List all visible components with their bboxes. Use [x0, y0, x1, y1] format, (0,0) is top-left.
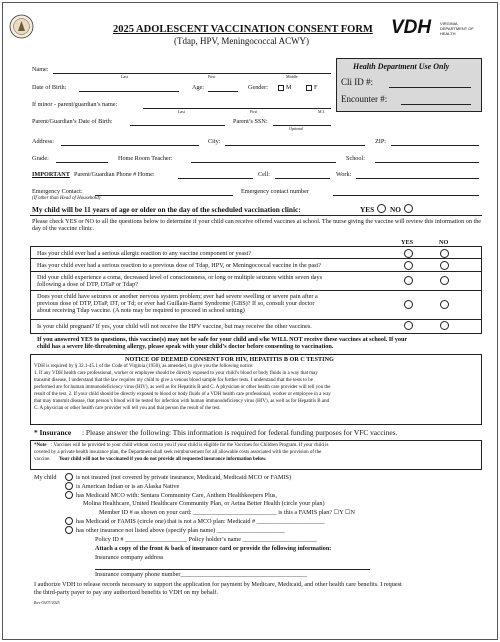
address-label: Address: — [32, 138, 54, 145]
medicaid-mco-radio[interactable] — [65, 491, 73, 499]
q3-no-radio[interactable] — [440, 276, 449, 285]
q4-no-radio[interactable] — [440, 300, 449, 309]
emergency-contact-label: Emergency Contact: — [32, 188, 83, 195]
q2-no-radio[interactable] — [440, 261, 449, 270]
q-divider — [30, 319, 482, 320]
age-yes-radio[interactable] — [377, 204, 386, 213]
authorization-line-2: the third-party payer to pay any authorized benefits to VDH on my behalf. — [34, 589, 218, 596]
address-field[interactable] — [61, 145, 199, 146]
ssn-optional-caption: Optional — [289, 126, 304, 131]
question-5: Is your child pregnant? If yes, your child will not receive the HPV vaccine, but may receive the other vaccines. — [37, 323, 312, 330]
col-no-header: NO — [439, 239, 449, 246]
question-4-line-2: previous dose of DTP, DTaP, DT, or Td; or ever had Guillain-Barré Syndrome (GBS)? If so, consult your doctor — [37, 300, 315, 307]
notice-line: C. A physician or other health care provider will tell you and that person the result of the test. — [34, 406, 221, 411]
homeroom-label: Home Room Teacher: — [118, 155, 173, 162]
q-divider — [30, 258, 482, 259]
insurance-note-warning: Your child will not be vaccinated if you do not provide all requested insurance information below. — [59, 457, 267, 462]
cell-phone-field[interactable] — [275, 178, 330, 179]
attach-card-instructions: Attach a copy of the front & back of insurance card or provide the following information: — [95, 545, 332, 552]
age-yes-label: YES — [360, 205, 375, 214]
health-dept-heading: Health Department Use Only — [353, 62, 450, 71]
option-medicaid-mco: has Medicaid MCO with: Sentara Community Care, Anthem Healthkeepers Plus, — [76, 492, 277, 499]
insurance-instructions: : Please answer the following: This information is required for federal funding purposes for VFC vaccines. — [82, 428, 398, 437]
grade-field[interactable] — [56, 162, 108, 163]
zip-label: ZIP: — [375, 138, 387, 145]
age-no-label: NO — [390, 205, 401, 214]
age-label: Age: — [192, 84, 205, 91]
notice-line: 1. If any VDH health care professional, worker or employee should be directly exposed to your child’s blood or body fluids in a way that may — [34, 371, 318, 376]
age-no-radio[interactable] — [404, 204, 413, 213]
q2-yes-radio[interactable] — [404, 261, 413, 270]
question-3-line-1: Did your child experience a coma, decreased level of consciousness, or long or multiple seizures within seven days — [37, 274, 323, 281]
health-dept-box — [336, 58, 482, 112]
divider — [30, 215, 482, 216]
notice-line: result of the test. 2. If your child should be directly exposed to blood or body fluids of a VDH health care professional, worker or employee in a way — [34, 392, 331, 397]
dob-field[interactable] — [79, 91, 179, 92]
questions-intro: Please check YES or NO to all the questions below to determine if your child can receive offered vaccines at school. The nurse giving the vaccine will review this information on the day of the vaccine clinic. — [32, 218, 482, 232]
american-indian-radio[interactable] — [65, 482, 73, 490]
encounter-label: Encounter #: — [341, 94, 388, 104]
guardian-mi-caption: M.I. — [318, 109, 325, 114]
home-phone-field[interactable] — [178, 178, 253, 179]
form-title: 2025 ADOLESCENT VACCINATION CONSENT FORM — [113, 24, 373, 35]
virginia-seal-icon — [9, 14, 34, 39]
option-medicaid-famis: has Medicaid or FAMIS (circle one) that is not a MCO plan: Medicaid # ______________________ — [76, 518, 325, 525]
city-field[interactable] — [225, 145, 365, 146]
guardian-dob-field[interactable] — [130, 125, 225, 126]
consent-form-page — [2, 2, 498, 640]
guardian-dob-label: Parent/Guardian’s Date of Birth: — [32, 118, 113, 125]
gender-m-checkbox[interactable] — [278, 85, 284, 91]
q-divider — [30, 290, 482, 291]
insurance-note-line: vaccine. — [34, 457, 51, 462]
cell-label: Cell: — [258, 171, 271, 178]
notice-line: VDH is required by § 32.1-45.1 of the Code of Virginia (1950), as amended, to give you the following notice: — [34, 364, 254, 369]
important-label: IMPORTANT — [32, 171, 70, 178]
policy-id-line: Policy ID # ____________________ Policy holder’s name ________________________ — [95, 536, 317, 543]
other-insurance-radio[interactable] — [65, 526, 73, 534]
q4-yes-radio[interactable] — [404, 300, 413, 309]
company-address-field[interactable] — [95, 569, 370, 570]
authorization-line-1: I authorize VDH to release records necessary to support the application for payment by Medicare, Medicaid, and other health care benefits. I request — [34, 581, 402, 588]
questions-warning-line-1: If you answered YES to questions, this vaccine(s) may not be safe for your child and s/he WILL NOT receive these vaccines at school. If your — [37, 336, 408, 343]
gender-f-label: F — [314, 84, 318, 91]
name-first-caption: First — [208, 74, 216, 79]
age-field[interactable] — [208, 91, 238, 92]
emergency-number-label: Emergency contact number — [241, 188, 309, 195]
notice-line: transmit disease, I understand that the law requires my child to give a venous blood sample for further tests. I understand that the tests to be — [34, 378, 313, 383]
zip-field[interactable] — [391, 145, 479, 146]
company-phone-line: Insurance company phone number_________________________________________ — [95, 571, 308, 578]
vdh-logo-subtitle: VIRGINIA DEPARTMENT OF HEALTH — [440, 21, 474, 36]
col-yes-header: YES — [401, 239, 414, 246]
q1-yes-radio[interactable] — [404, 249, 413, 258]
insurance-note-line: covered by a private health insurance plan, the Department shall seek reimbursement for all allowable costs associated with the provision of the — [34, 450, 322, 455]
encounter-field[interactable] — [401, 104, 471, 105]
question-4-line-1: Does your child have seizures or another nervous system problem; ever had severe swelling or severe pain after a — [37, 293, 318, 300]
question-1: Has your child ever had a serious allergic reaction to any vaccine component or yeast? — [37, 250, 251, 257]
gender-label: Gender: — [248, 84, 268, 91]
questions-warning-line-2: child has a severe life-threatening allergy, please speak with your child’s doctor before consenting to vaccination. — [37, 343, 334, 350]
question-2: Has your child ever had a serious reaction to a previous dose of Tdap, HPV, or Meningococcal vaccine in the past? — [37, 262, 321, 269]
age-eligibility-question: My child will be 11 years of age or older on the day of the scheduled vaccination clinic: — [32, 205, 301, 214]
not-insured-radio[interactable] — [65, 473, 73, 481]
ssn-label: Parent’s SSN: — [233, 118, 268, 125]
vdh-logo: VDH — [391, 17, 432, 38]
company-address-label: Insurance company address — [95, 554, 164, 561]
guardian-name-field[interactable] — [143, 108, 331, 109]
school-field[interactable] — [375, 162, 479, 163]
city-label: City: — [208, 138, 221, 145]
notice-line: that may transmit disease, that person’s blood will be tested for infection with human immunodeficiency virus (HIV), as well as for Hepatitis B and — [34, 399, 330, 404]
option-medicaid-mco-plans: Molina Healthcare, United Healthcare Community Plan, or Aetna Better Health (circle your plan) — [83, 500, 325, 507]
guardian-phone-label: Parent/Guardian Phone # Home: — [74, 171, 155, 178]
guardian-last-caption: Last — [178, 109, 185, 114]
form-subtitle: (Tdap, HPV, Meningococcal ACWY) — [174, 36, 310, 46]
insurance-note-line: : Vaccines will be provided to your child without cost to you if your child is eligible for the Vaccines for Children Program. If your child is — [51, 443, 329, 448]
cli-id-label: Cli ID #: — [341, 77, 374, 87]
question-4-line-3: about receiving Tdap vaccine. (A note may be required to proceed in school setting) — [37, 307, 245, 314]
notice-heading: NOTICE OF DEEMED CONSENT FOR HIV, HEPATITIS B OR C TESTING — [125, 356, 334, 363]
minor-guardian-label: If minor - parent/guardian’s name: — [32, 101, 118, 108]
name-last-caption: Last — [121, 74, 128, 79]
q5-no-radio[interactable] — [440, 321, 449, 330]
notice-line: performed are for human immunodeficiency virus (HIV), as well as for Hepatitis B and C. A physician or other health care provider will tell you the — [34, 385, 331, 390]
work-label: Work: — [336, 171, 352, 178]
q1-no-radio[interactable] — [440, 249, 449, 258]
gender-m-label: M — [286, 84, 292, 91]
school-label: School: — [346, 155, 365, 162]
work-phone-field[interactable] — [356, 178, 479, 179]
question-3-line-2: following a dose of DTP, DTaP or Tdap? — [37, 281, 138, 288]
insurance-note-label: *Note — [34, 443, 47, 448]
name-middle-caption: Middle — [286, 74, 298, 79]
member-id-line: Member ID # as shown on your card: ___________________________ is this a FAMIS plan? ☐Y ☐N — [99, 509, 355, 516]
option-other-insurance: has other insurance not listed above (specify plan name) ______________________ — [76, 527, 285, 534]
dob-label: Date of Birth: — [32, 84, 67, 91]
cli-id-field[interactable] — [389, 87, 471, 88]
insurance-label: * Insurance — [34, 428, 72, 437]
emergency-contact-note: (If other than Head of Household) — [32, 196, 101, 201]
option-american-indian: is American Indian or is an Alaska Native — [76, 483, 180, 490]
medicaid-famis-radio[interactable] — [65, 517, 73, 525]
emergency-number-field[interactable] — [333, 195, 479, 196]
revision-date: Rev 03/07/2025 — [34, 600, 60, 605]
option-not-insured: is not insured (not covered by private insurance, Medicaid, Medicaid MCO or FAMIS) — [76, 474, 292, 481]
name-label: Name: — [32, 66, 49, 73]
guardian-first-caption: First — [250, 109, 258, 114]
q-divider — [30, 271, 482, 272]
my-child-label: My child — [34, 474, 57, 481]
gender-f-checkbox[interactable] — [306, 85, 312, 91]
homeroom-field[interactable] — [191, 162, 336, 163]
q5-yes-radio[interactable] — [404, 321, 413, 330]
emergency-contact-field[interactable] — [95, 195, 233, 196]
q3-yes-radio[interactable] — [404, 276, 413, 285]
grade-label: Grade: — [32, 155, 49, 162]
